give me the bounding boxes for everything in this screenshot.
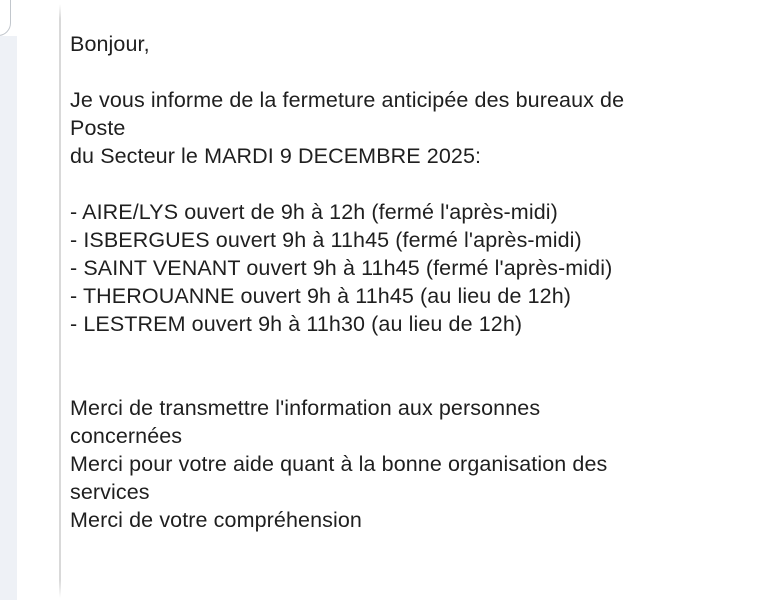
left-gutter <box>0 36 17 600</box>
body-line-thanks-3: Merci de votre compréhension <box>70 508 362 532</box>
vertical-divider-line <box>59 4 61 598</box>
body-line-blank <box>70 58 715 86</box>
body-line-thanks-1: Merci de transmettre l'information aux personnes <box>70 396 541 420</box>
body-line-date: du Secteur le MARDI 9 DECEMBRE 2025: <box>70 144 482 168</box>
message-card-corner <box>0 0 11 36</box>
body-line-greeting: Bonjour, <box>70 32 150 56</box>
body-line-office-therouanne: - THEROUANNE ouvert 9h à 11h45 (au lieu de 12h) <box>70 284 572 308</box>
body-line-office-lestrem: - LESTREM ouvert 9h à 11h30 (au lieu de 12h) <box>70 312 523 336</box>
body-line-thanks-1-wrap: concernées <box>70 424 183 448</box>
body-line-office-aire-lys: - AIRE/LYS ouvert de 9h à 12h (fermé l'après-midi) <box>70 200 558 224</box>
body-line-intro: Je vous informe de la fermeture anticipée des bureaux de <box>70 88 625 112</box>
body-line-office-saint-venant: - SAINT VENANT ouvert 9h à 11h45 (fermé l'après-midi) <box>70 256 613 280</box>
body-line-office-isbergues: - ISBERGUES ouvert 9h à 11h45 (fermé l'après-midi) <box>70 228 582 252</box>
body-line-blank <box>70 170 715 198</box>
body-line-blank <box>70 366 715 394</box>
body-line-thanks-2: Merci pour votre aide quant à la bonne organisation des <box>70 452 608 476</box>
body-line-intro-wrap: Poste <box>70 116 126 140</box>
email-body <box>70 30 715 534</box>
body-line-blank <box>70 338 715 366</box>
body-line-thanks-2-wrap: services <box>70 480 150 504</box>
